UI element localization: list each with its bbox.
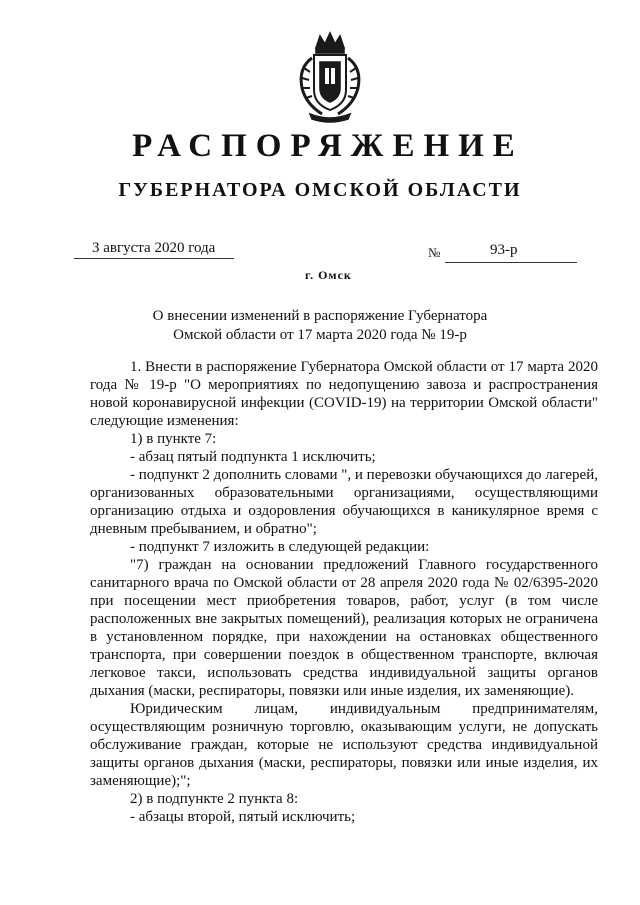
subject-line-1: О внесении изменений в распоряжение Губернатора bbox=[152, 308, 488, 324]
document-title: РАСПОРЯЖЕНИЕ bbox=[132, 128, 524, 164]
number-underline bbox=[445, 262, 577, 263]
document-subject bbox=[0, 307, 640, 345]
paragraph-4: - подпункт 2 дополнить словами ", и перевозки обучающихся до лагерей, организованных образовательными организациями, осуществляющими организацию отдыха и оздоровления обучающихся в каникулярное время с дневным пребыванием, и обратно"; bbox=[90, 467, 598, 537]
paragraph-1: 1. Внести в распоряжение Губернатора Омской области от 17 марта 2020 года № 19-р "О мероприятиях по недопущению завоза и распространения новой коронавирусной инфекции (COVID-19) на территории Омской области" следующие изменения: bbox=[90, 359, 598, 429]
document-subtitle: ГУБЕРНАТОРА ОМСКОЙ ОБЛАСТИ bbox=[118, 179, 522, 201]
paragraph-3: - абзац пятый подпункта 1 исключить; bbox=[130, 449, 376, 465]
omsk-coat-of-arms-icon bbox=[292, 28, 368, 124]
document-date: 3 августа 2020 года bbox=[92, 240, 216, 256]
paragraph-8: 2) в подпункте 2 пункта 8: bbox=[130, 791, 299, 807]
number-sign: № bbox=[428, 245, 441, 260]
paragraph-6: "7) граждан на основании предложений Главного государственного санитарного врача по Омской области от 28 апреля 2020 года № 02/6395-2020 при посещении мест приобретения товаров, работ, услуг (в том числе расположенных вне закрытых помещений), реализация которых не ограничена в установленном порядке, при нахождении на остановках общественного транспорта, при совершении поездок в общественном транспорте, включая легковое такси, использовать средства индивидуальной защиты органов дыхания (маски, респираторы, повязки или иные изделия, их заменяющие). bbox=[90, 557, 598, 699]
document-body bbox=[90, 358, 598, 826]
paragraph-9: - абзацы второй, пятый исключить; bbox=[130, 809, 356, 825]
paragraph-7: Юридическим лицам, индивидуальным предпринимателям, осуществляющим розничную торговлю, оказывающим услуги, не допускать обслуживание граждан, которые не используют средства индивидуальной защиты органов дыхания (маски, респираторы, повязки или иные изделия, их заменяющие);"; bbox=[90, 701, 598, 789]
document-city: г. Омск bbox=[305, 268, 352, 282]
paragraph-2: 1) в пункте 7: bbox=[130, 431, 217, 447]
date-underline bbox=[74, 258, 234, 259]
paragraph-5: - подпункт 7 изложить в следующей редакции: bbox=[130, 539, 430, 555]
subject-line-2: Омской области от 17 марта 2020 года № 19-р bbox=[173, 327, 467, 343]
document-number: 93-р bbox=[490, 242, 518, 258]
